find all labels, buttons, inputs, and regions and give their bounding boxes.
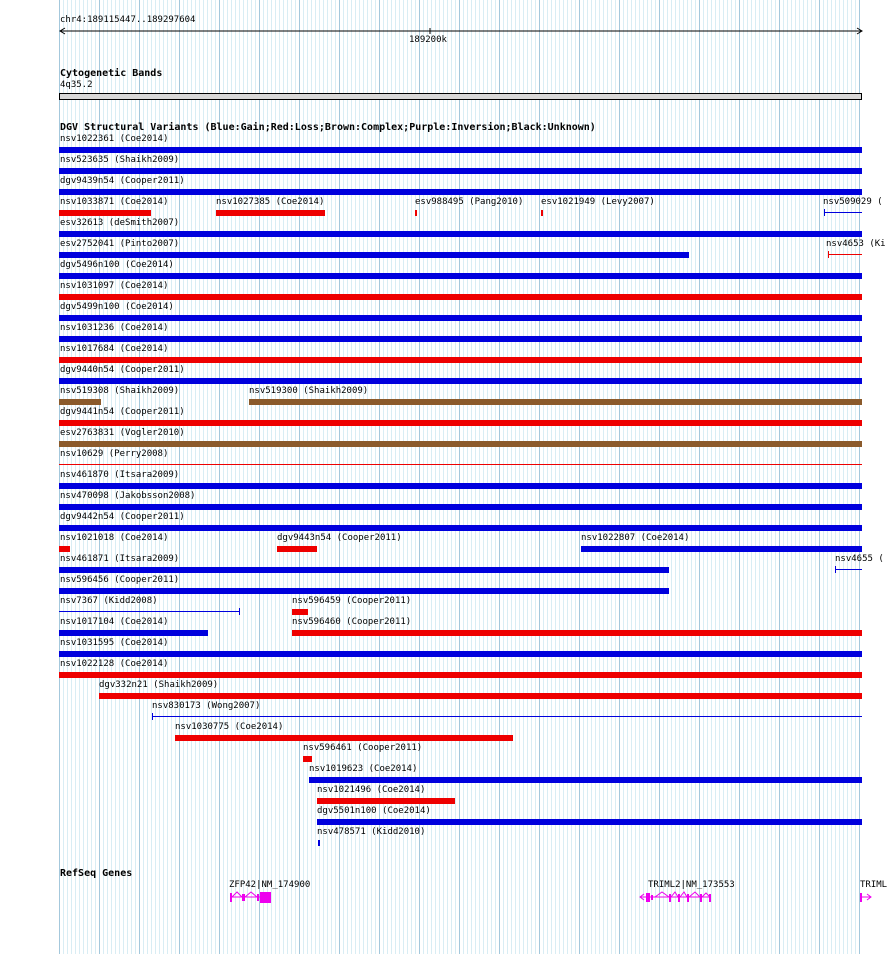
variant-label: dgv9442n54 (Cooper2011)	[60, 512, 185, 522]
variant-label: dgv9441n54 (Cooper2011)	[60, 407, 185, 417]
variant-endcap	[239, 608, 240, 615]
gene-label: TRIML	[860, 880, 888, 890]
variant-line-loss[interactable]	[59, 464, 862, 465]
variant-label: nsv519308 (Shaikh2009)	[60, 386, 180, 396]
variant-label: nsv1033871 (Coe2014)	[60, 197, 169, 207]
variant-bar-gain[interactable]	[59, 336, 862, 342]
variant-bar-gain[interactable]	[59, 168, 862, 174]
variant-bar-gain[interactable]	[317, 819, 862, 825]
variant-bar-gain[interactable]	[59, 483, 862, 489]
variant-line-gain[interactable]	[835, 569, 862, 570]
variant-bar-gain[interactable]	[59, 567, 669, 573]
cytoband-track-header: Cytogenetic Bands	[60, 68, 163, 79]
variant-label: nsv1021018 (Coe2014)	[60, 533, 169, 543]
variant-label: nsv4655 (	[835, 554, 884, 564]
variant-line-gain[interactable]	[824, 212, 862, 213]
variant-label: dgv9443n54 (Cooper2011)	[277, 533, 402, 543]
variant-label: nsv461870 (Itsara2009)	[60, 470, 180, 480]
variant-bar-gain[interactable]	[59, 189, 862, 195]
gene-label: ZFP42|NM_174900	[229, 880, 311, 890]
variant-label: nsv596461 (Cooper2011)	[303, 743, 423, 753]
variant-label: nsv10629 (Perry2008)	[60, 449, 169, 459]
refseq-track-header: RefSeq Genes	[60, 868, 133, 879]
variant-label: nsv523635 (Shaikh2009)	[60, 155, 180, 165]
variant-label: nsv519300 (Shaikh2009)	[249, 386, 369, 396]
variant-bar-loss[interactable]	[317, 798, 455, 804]
dgv-track-header: DGV Structural Variants (Blue:Gain;Red:Loss;Brown:Complex;Purple:Inversion;Black:Unknown)	[60, 122, 596, 133]
variant-label: nsv4653 (Ki	[826, 239, 886, 249]
variant-label: esv1021949 (Levy2007)	[541, 197, 655, 207]
variant-bar-gain[interactable]	[59, 315, 862, 321]
variant-bar-gain[interactable]	[59, 525, 862, 531]
variant-label: nsv1021496 (Coe2014)	[317, 785, 426, 795]
gene-model-zfp42[interactable]	[225, 889, 285, 905]
variant-label: nsv1030775 (Coe2014)	[175, 722, 284, 732]
gene-model-triml[interactable]	[858, 889, 878, 905]
cytoband-label: 4q35.2	[60, 80, 93, 90]
variant-bar-complex[interactable]	[59, 441, 862, 447]
variant-bar-loss[interactable]	[292, 630, 862, 636]
variant-label: nsv1022361 (Coe2014)	[60, 134, 169, 144]
variant-bar-gain[interactable]	[309, 777, 862, 783]
variant-endcap	[152, 713, 153, 720]
ruler-center-tick-label: 189200k	[409, 35, 447, 45]
variant-label: dgv5501n100 (Coe2014)	[317, 806, 431, 816]
variant-bar-complex[interactable]	[249, 399, 862, 405]
variant-label: nsv1022128 (Coe2014)	[60, 659, 169, 669]
variant-label: dgv332n21 (Shaikh2009)	[99, 680, 219, 690]
variant-line-loss[interactable]	[828, 254, 862, 255]
variant-label: dgv5499n100 (Coe2014)	[60, 302, 174, 312]
variant-bar-gain[interactable]	[59, 378, 862, 384]
variant-bar-gain[interactable]	[59, 504, 862, 510]
variant-bar-gain[interactable]	[59, 630, 208, 636]
variant-label: nsv1017104 (Coe2014)	[60, 617, 169, 627]
variant-bar-complex[interactable]	[59, 399, 101, 405]
variant-bar-loss[interactable]	[59, 546, 70, 552]
variant-bar-loss[interactable]	[292, 609, 308, 615]
variant-label: nsv596459 (Cooper2011)	[292, 596, 412, 606]
ruler-range-label: chr4:189115447..189297604	[60, 15, 196, 25]
variant-label: nsv1019623 (Coe2014)	[309, 764, 418, 774]
gene-model-triml2[interactable]	[638, 889, 718, 905]
variant-bar-gain[interactable]	[59, 588, 669, 594]
variant-bar-loss[interactable]	[277, 546, 317, 552]
variant-label: nsv596456 (Cooper2011)	[60, 575, 180, 585]
variant-label: nsv1022807 (Coe2014)	[581, 533, 690, 543]
variant-label: dgv5496n100 (Coe2014)	[60, 260, 174, 270]
variant-line-gain[interactable]	[59, 611, 240, 612]
variant-bar-gain[interactable]	[318, 840, 320, 846]
variant-label: esv32613 (deSmith2007)	[60, 218, 180, 228]
variant-bar-gain[interactable]	[581, 546, 862, 552]
variant-endcap	[824, 209, 825, 216]
variant-label: nsv1017684 (Coe2014)	[60, 344, 169, 354]
variant-bar-loss[interactable]	[541, 210, 543, 216]
variant-bar-gain[interactable]	[59, 273, 862, 279]
variant-label: dgv9439n54 (Cooper2011)	[60, 176, 185, 186]
variant-label: nsv1031595 (Coe2014)	[60, 638, 169, 648]
variant-bar-loss[interactable]	[59, 294, 862, 300]
variant-label: esv988495 (Pang2010)	[415, 197, 524, 207]
variant-bar-loss[interactable]	[415, 210, 417, 216]
variant-label: nsv1027385 (Coe2014)	[216, 197, 325, 207]
variant-line-gain[interactable]	[152, 716, 862, 717]
variant-bar-loss[interactable]	[59, 357, 862, 363]
variant-bar-loss[interactable]	[175, 735, 513, 741]
variant-bar-loss[interactable]	[59, 420, 862, 426]
variant-label: nsv461871 (Itsara2009)	[60, 554, 180, 564]
variant-bar-gain[interactable]	[59, 231, 862, 237]
variant-label: nsv478571 (Kidd2010)	[317, 827, 426, 837]
variant-label: esv2763831 (Vogler2010)	[60, 428, 185, 438]
variant-label: nsv1031097 (Coe2014)	[60, 281, 169, 291]
variant-bar-gain[interactable]	[59, 147, 862, 153]
variant-label: esv2752041 (Pinto2007)	[60, 239, 180, 249]
variant-endcap	[828, 251, 829, 258]
variant-bar-loss[interactable]	[99, 693, 862, 699]
variant-label: nsv1031236 (Coe2014)	[60, 323, 169, 333]
cytoband-bar[interactable]	[59, 93, 862, 100]
variant-label: dgv9440n54 (Cooper2011)	[60, 365, 185, 375]
variant-bar-loss[interactable]	[59, 210, 151, 216]
variant-endcap	[835, 566, 836, 573]
variant-label: nsv7367 (Kidd2008)	[60, 596, 158, 606]
variant-bar-loss[interactable]	[303, 756, 312, 762]
variant-bar-gain[interactable]	[59, 651, 862, 657]
variant-label: nsv470098 (Jakobsson2008)	[60, 491, 196, 501]
variant-bar-gain[interactable]	[59, 252, 689, 258]
gene-label: TRIML2|NM_173553	[648, 880, 735, 890]
variant-bar-loss[interactable]	[216, 210, 325, 216]
variant-bar-loss[interactable]	[59, 672, 862, 678]
variant-label: nsv830173 (Wong2007)	[152, 701, 261, 711]
variant-label: nsv509029 (	[823, 197, 883, 207]
variant-label: nsv596460 (Cooper2011)	[292, 617, 412, 627]
